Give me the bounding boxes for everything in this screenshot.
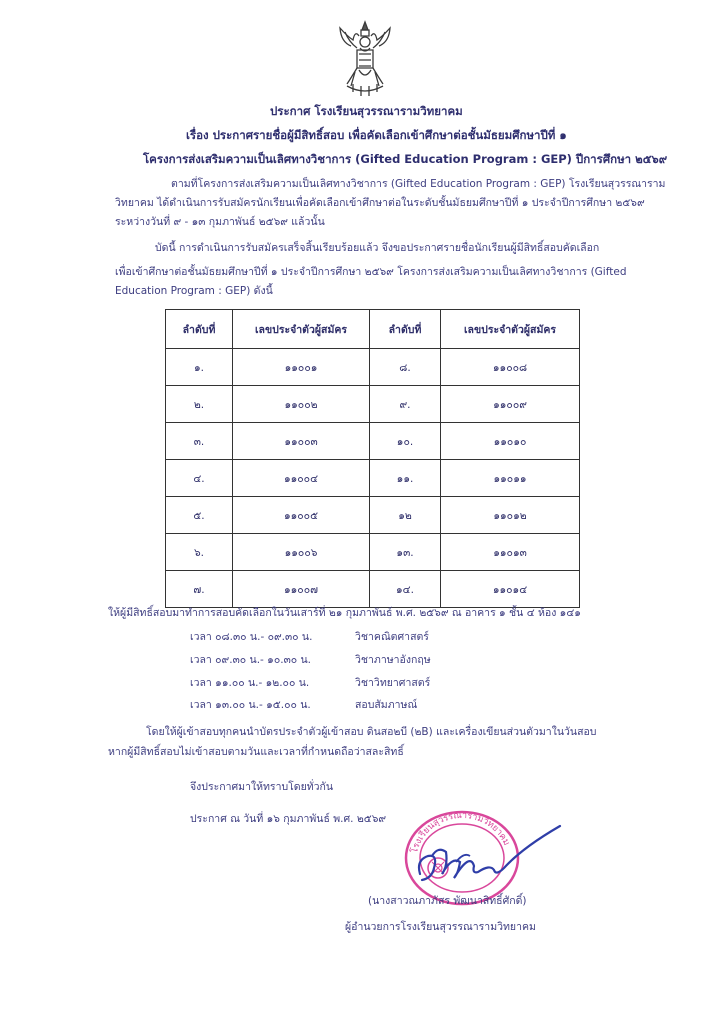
instruction-line1: โดยให้ผู้เข้าสอบทุกคนนำบัตรประจำตัวผู้เข้าสอบ ดินสอ๒บี (๒B) และเครื่องเขียนส่วนตัวมาในวันสอบ <box>146 726 597 738</box>
closing-announce: จึงประกาศมาให้ทราบโดยทั่วกัน <box>190 781 334 793</box>
order-cell: ๒. <box>166 386 233 423</box>
schedule-time: เวลา ๐๘.๓๐ น.- ๐๙.๓๐ น. <box>190 631 313 643</box>
applicant-id-cell: ๑๑๐๐๘ <box>441 349 580 386</box>
order-cell: ๙. <box>370 386 441 423</box>
header-order: ลำดับที่ <box>166 310 233 349</box>
applicant-id-cell: ๑๑๐๐๒ <box>233 386 370 423</box>
table-row <box>166 349 580 386</box>
table-row <box>166 460 580 497</box>
order-cell: ๖. <box>166 534 233 571</box>
applicant-id-cell: ๑๑๐๑๔ <box>441 571 580 608</box>
intro-p1-line1: ตามที่โครงการส่งเสริมความเป็นเลิศทางวิชาการ (Gifted Education Program : GEP) โรงเรียนสุวรรณาราม <box>171 178 666 190</box>
table-header-row <box>166 310 580 349</box>
applicant-id-cell: ๑๑๐๐๖ <box>233 534 370 571</box>
table-row <box>166 423 580 460</box>
exam-notice: ให้ผู้มีสิทธิ์สอบมาทำการสอบคัดเลือกในวันเสาร์ที่ ๒๑ กุมภาพันธ์ พ.ศ. ๒๕๖๙ ณ อาคาร ๑ ชั้น ๔ ห้อง ๑๔๑ <box>108 607 581 619</box>
table-row <box>166 497 580 534</box>
garuda-emblem-icon <box>337 20 393 98</box>
order-cell: ๑๒ <box>370 497 441 534</box>
order-cell: ๘. <box>370 349 441 386</box>
schedule-subject: วิชาภาษาอังกฤษ <box>355 654 431 666</box>
table-row <box>166 571 580 608</box>
applicant-id-cell: ๑๑๐๐๓ <box>233 423 370 460</box>
instruction-line2: หากผู้มีสิทธิ์สอบไม่เข้าสอบตามวันและเวลาที่กำหนดถือว่าสละสิทธิ์ <box>108 746 404 758</box>
order-cell: ๑. <box>166 349 233 386</box>
applicant-id-cell: ๑๑๐๑๒ <box>441 497 580 534</box>
signature-mark <box>412 822 562 892</box>
applicant-id-cell: ๑๑๐๐๑ <box>233 349 370 386</box>
order-cell: ๗. <box>166 571 233 608</box>
seal-text: โรงเรียนสุวรรณารามวิทยาคม <box>410 810 512 855</box>
order-cell: ๕. <box>166 497 233 534</box>
intro-p2-line3: Education Program : GEP) ดังนี้ <box>115 285 273 297</box>
applicant-id-cell: ๑๑๐๑๑ <box>441 460 580 497</box>
applicant-id-cell: ๑๑๐๐๔ <box>233 460 370 497</box>
order-cell: ๑๐. <box>370 423 441 460</box>
schedule-subject: วิชาคณิตศาสตร์ <box>355 631 429 643</box>
program-line: โครงการส่งเสริมความเป็นเลิศทางวิชาการ (Gifted Education Program : GEP) ปีการศึกษา ๒๕๖๙ <box>143 152 668 166</box>
schedule-time: เวลา ๑๑.๐๐ น.- ๑๒.๐๐ น. <box>190 677 310 689</box>
order-cell: ๔. <box>166 460 233 497</box>
signer-name: (นางสาวณภาภัสร พัฒนาสิทธิ์ศักดิ์) <box>368 895 527 907</box>
applicant-id-cell: ๑๑๐๐๕ <box>233 497 370 534</box>
order-cell: ๑๑. <box>370 460 441 497</box>
applicant-id-cell: ๑๑๐๑๓ <box>441 534 580 571</box>
candidate-table <box>165 309 580 608</box>
signer-title: ผู้อำนวยการโรงเรียนสุวรรณารามวิทยาคม <box>345 921 536 933</box>
schedule-time: เวลา ๐๙.๓๐ น.- ๑๐.๓๐ น. <box>190 654 312 666</box>
header-applicant-id: เลขประจำตัวผู้สมัคร <box>441 310 580 349</box>
applicant-id-cell: ๑๑๐๐๗ <box>233 571 370 608</box>
header-order: ลำดับที่ <box>370 310 441 349</box>
schedule-subject: สอบสัมภาษณ์ <box>355 699 418 711</box>
order-cell: ๑๓. <box>370 534 441 571</box>
table-row <box>166 534 580 571</box>
intro-p2-line2: เพื่อเข้าศึกษาต่อชั้นมัธยมศึกษาปีที่ ๑ ประจำปีการศึกษา ๒๕๖๙ โครงการส่งเสริมความเป็นเลิศทางวิชาการ (Gifted <box>115 266 627 278</box>
applicant-id-cell: ๑๑๐๐๙ <box>441 386 580 423</box>
applicant-id-cell: ๑๑๐๑๐ <box>441 423 580 460</box>
order-cell: ๑๔. <box>370 571 441 608</box>
intro-p2-line1: บัดนี้ การดำเนินการรับสมัครเสร็จสิ้นเรียบร้อยแล้ว จึงขอประกาศรายชื่อนักเรียนผู้มีสิทธิ์สอบคัดเลือก <box>155 242 600 254</box>
subject-line: เรื่อง ประกาศรายชื่อผู้มีสิทธิ์สอบ เพื่อคัดเลือกเข้าศึกษาต่อชั้นมัธยมศึกษาปีที่ ๑ <box>186 128 567 142</box>
schedule-time: เวลา ๑๓.๐๐ น.- ๑๕.๐๐ น. <box>190 699 311 711</box>
intro-p1-line2: วิทยาคม ได้ดำเนินการรับสมัครนักเรียนเพื่อคัดเลือกเข้าศึกษาต่อในระดับชั้นมัธยมศึกษาปีที่ ๑ ประจำปีการศึกษา ๒๕๖๙ <box>115 197 645 209</box>
table-row <box>166 386 580 423</box>
order-cell: ๓. <box>166 423 233 460</box>
schedule-subject: วิชาวิทยาศาสตร์ <box>355 677 431 689</box>
header-applicant-id: เลขประจำตัวผู้สมัคร <box>233 310 370 349</box>
intro-p1-line3: ระหว่างวันที่ ๙ - ๑๓ กุมภาพันธ์ ๒๕๖๙ แล้วนั้น <box>115 216 325 228</box>
announce-date: ประกาศ ณ วันที่ ๑๖ กุมภาพันธ์ พ.ศ. ๒๕๖๙ <box>190 813 387 825</box>
issuer-title: ประกาศ โรงเรียนสุวรรณารามวิทยาคม <box>270 104 463 118</box>
